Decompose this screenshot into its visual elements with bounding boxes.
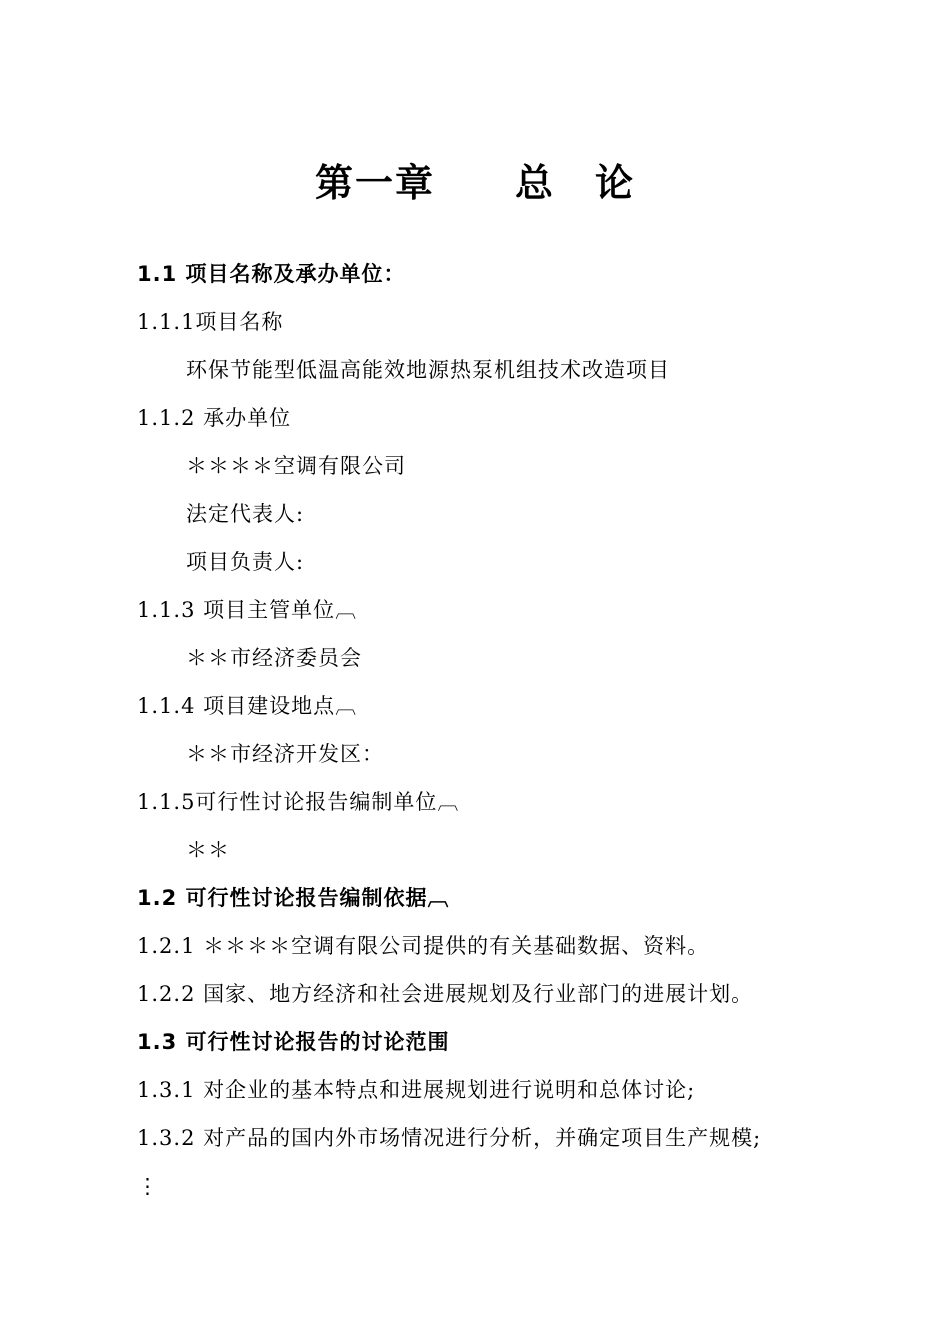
section-heading-1-1: 1.1 项目名称及承办单位： [137,262,406,286]
report-unit-text: ＊＊ [186,838,230,862]
undertaking-company-text: ＊＊＊＊空调有限公司 [186,454,406,478]
supervising-unit-text: ＊＊市经济委员会 [186,646,362,670]
scope-item-1-3-2: 1.3.2 对产品的国内外市场情况进行分析，并确定项目生产规模; [137,1126,762,1150]
project-leader-label: 项目负责人: [186,550,305,574]
project-name-text: 环保节能型低温高能效地源热泵机组技术改造项目 [186,358,670,382]
continuation-ellipsis: ⋮ [137,1174,159,1198]
chapter-title: 第一章 总 论 [314,161,635,205]
basis-item-1-2-2: 1.2.2 国家、地方经济和社会进展规划及行业部门的进展计划。 [137,982,754,1006]
basis-item-1-2-1: 1.2.1 ＊＊＊＊空调有限公司提供的有关基础数据、资料。 [137,934,710,958]
subsection-heading-1-1-1: 1.1.1项目名称 [137,310,284,334]
section-heading-1-3: 1.3 可行性讨论报告的讨论范围 [137,1030,450,1054]
subsection-heading-1-1-4: 1.1.4 项目建设地点︹ [137,694,358,718]
scope-item-1-3-1: 1.3.1 对企业的基本特点和进展规划进行说明和总体讨论; [137,1078,696,1102]
subsection-heading-1-1-2: 1.1.2 承办单位 [137,406,292,430]
section-heading-1-2: 1.2 可行性讨论报告编制依据︹ [137,886,450,910]
subsection-heading-1-1-5: 1.1.5可行性讨论报告编制单位︹ [137,790,460,814]
subsection-heading-1-1-3: 1.1.3 项目主管单位︹ [137,598,358,622]
legal-representative-label: 法定代表人: [186,502,305,526]
construction-site-text: ＊＊市经济开发区： [186,742,384,766]
